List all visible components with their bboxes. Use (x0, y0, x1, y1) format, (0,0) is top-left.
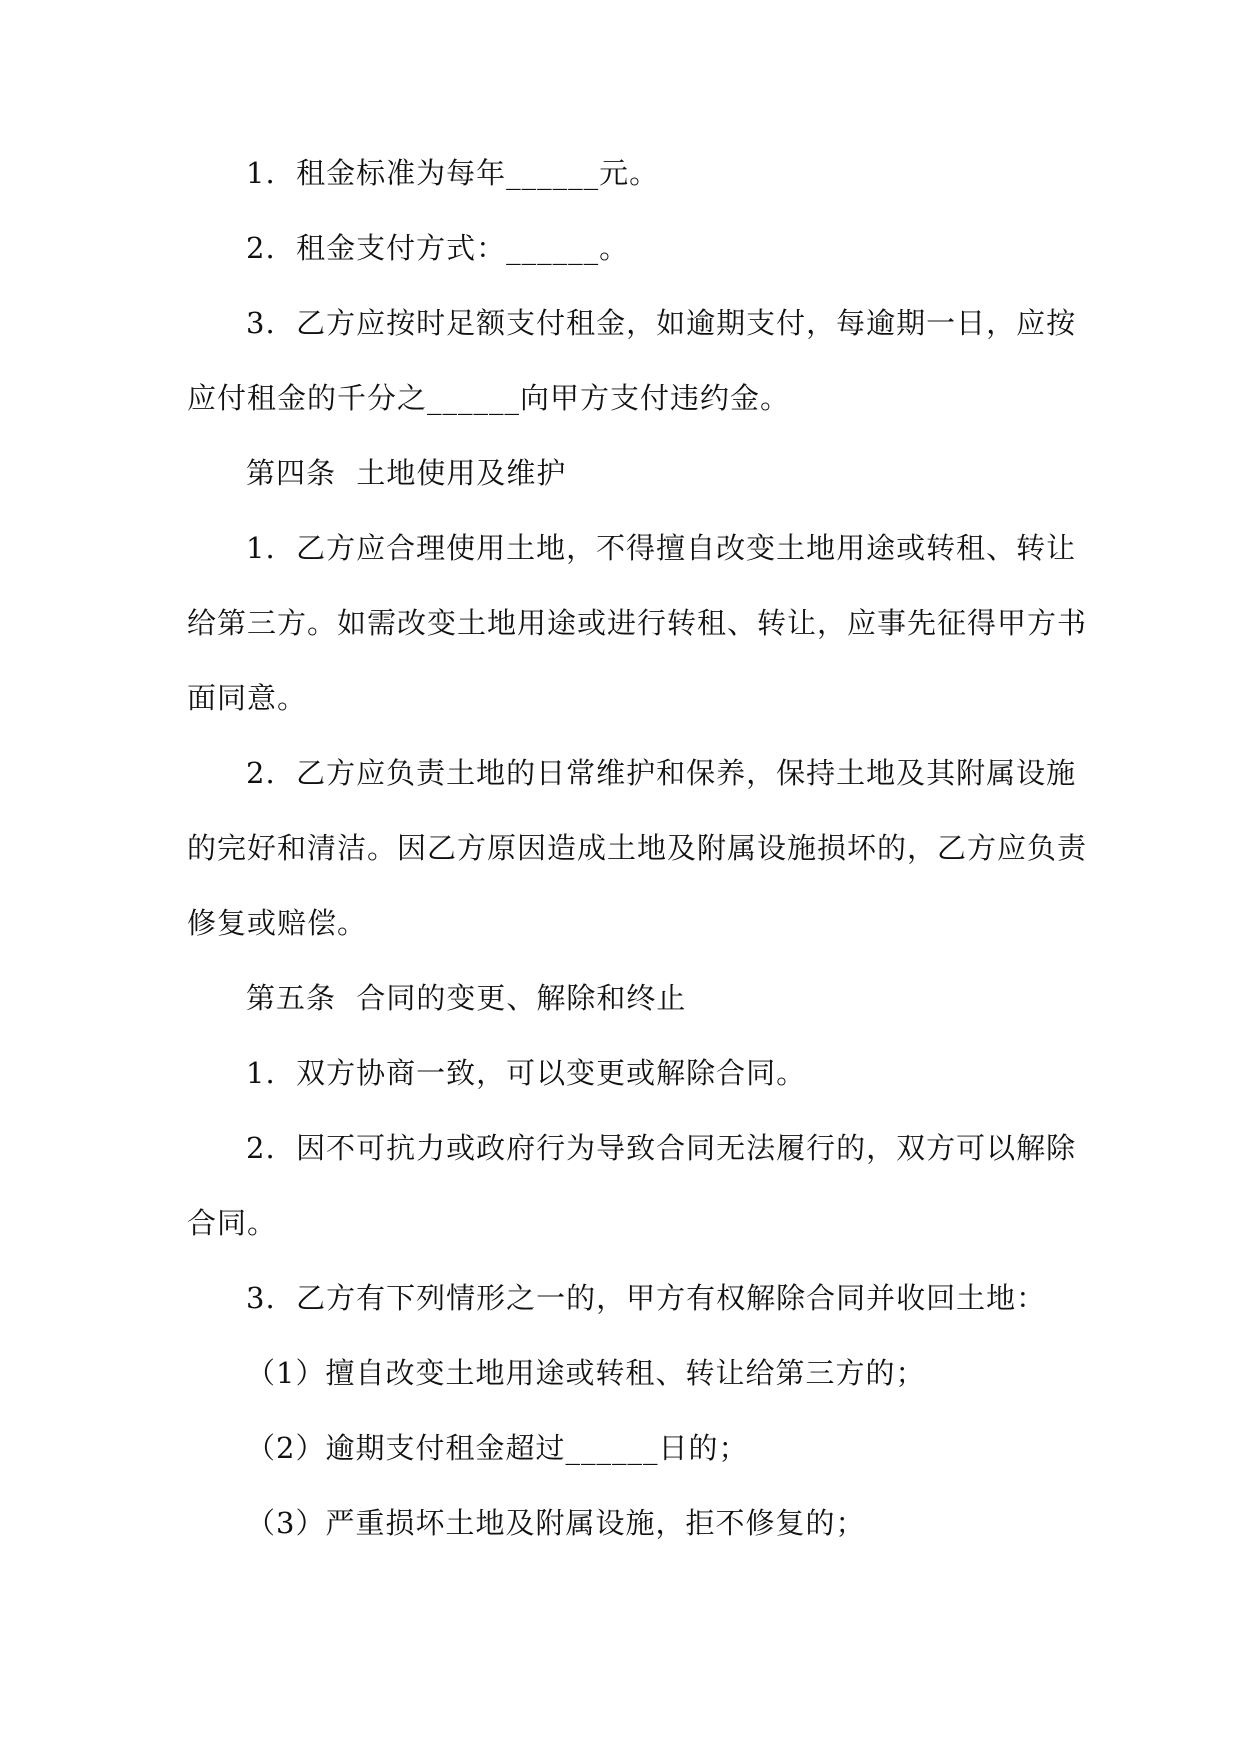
termination-condition-3: （3）严重损坏土地及附属设施，拒不修复的； (246, 1506, 866, 1540)
clause-late-payment: 3. 乙方应按时足额支付租金，如逾期支付，每逾期一日，应按 (246, 306, 1077, 340)
clause-force-majeure: 2. 因不可抗力或政府行为导致合同无法履行的，双方可以解除 (246, 1131, 1077, 1165)
article-five-heading: 第五条 合同的变更、解除和终止 (246, 981, 687, 1015)
termination-condition-2: （2）逾期支付租金超过______日的； (246, 1431, 749, 1465)
clause-land-use: 1. 乙方应合理使用土地，不得擅自改变土地用途或转租、转让 (246, 531, 1077, 565)
clause-maintenance-continued-1: 的完好和清洁。因乙方原因造成土地及附属设施损坏的，乙方应负责 (187, 831, 1088, 865)
clause-maintenance: 2. 乙方应负责土地的日常维护和保养，保持土地及其附属设施 (246, 756, 1077, 790)
clause-late-payment-continued: 应付租金的千分之______向甲方支付违约金。 (187, 381, 791, 415)
clause-land-use-continued-2: 面同意。 (187, 681, 308, 715)
article-four-heading: 第四条 土地使用及维护 (246, 456, 567, 490)
clause-force-majeure-continued: 合同。 (187, 1206, 278, 1240)
clause-mutual-termination: 1. 双方协商一致，可以变更或解除合同。 (246, 1056, 807, 1090)
clause-rent-standard: 1. 租金标准为每年______元。 (246, 156, 660, 190)
clause-rent-payment-method: 2. 租金支付方式：______。 (246, 231, 630, 265)
clause-termination-conditions: 3. 乙方有下列情形之一的，甲方有权解除合同并收回土地： (246, 1281, 1047, 1315)
clause-land-use-continued-1: 给第三方。如需改变土地用途或进行转租、转让，应事先征得甲方书 (187, 606, 1088, 640)
clause-maintenance-continued-2: 修复或赔偿。 (187, 906, 368, 940)
termination-condition-1: （1）擅自改变土地用途或转租、转让给第三方的； (246, 1356, 926, 1390)
